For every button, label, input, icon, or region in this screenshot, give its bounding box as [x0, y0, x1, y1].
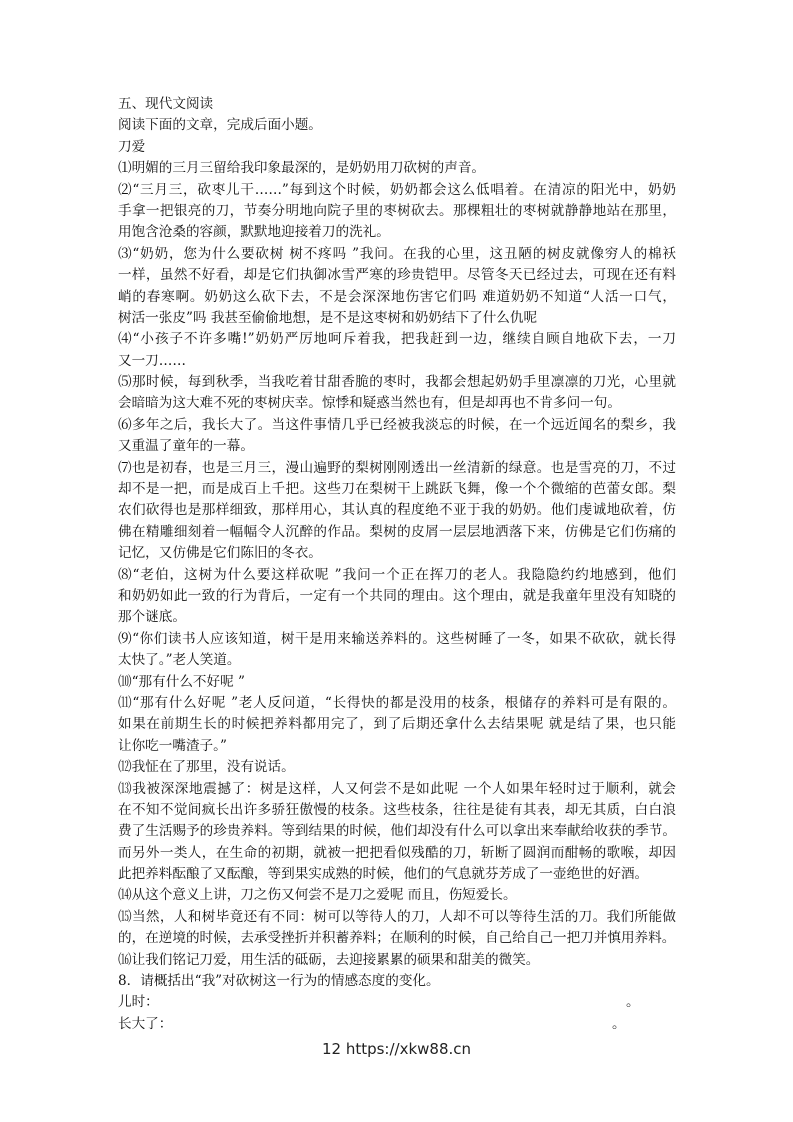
- answer-label: 儿时：: [118, 994, 159, 1011]
- paragraph: [118, 693, 676, 757]
- article-paragraphs: [118, 158, 676, 971]
- paragraph: [118, 372, 676, 415]
- paragraph-line: 又重温了童年的一幕。: [118, 438, 254, 455]
- paragraph-line: ⑿我怔在了那里，没有说话。: [118, 759, 295, 776]
- paragraph: [118, 180, 676, 244]
- paragraph-line: 用饱含沧桑的容颜，默默地迎接着刀的洗礼。: [118, 224, 390, 241]
- paragraph-line: 的，在逆境的时候，去承受挫折并积蓄养料；在顺利的时候，自己给自己一把刀并慎用养料。: [118, 930, 676, 947]
- paragraph-line: ⑻“老伯，这树为什么要这样砍呢 ”我问一个正在挥刀的老人。我隐隐约约地感到，他们: [118, 566, 676, 583]
- paragraph-line: 让你吃一嘴渣子。”: [118, 737, 227, 754]
- paragraph-line: ⑷“小孩子不许多嘴!”奶奶严厉地呵斥着我，把我赶到一边，继续自顾自地砍下去，一刀: [118, 331, 676, 348]
- question-prompt: 8．请概括出“我”对砍树这一行为的情感态度的变化。: [118, 973, 440, 990]
- paragraph: [118, 158, 676, 179]
- answer-label: 长大了：: [118, 1015, 173, 1032]
- paragraph: [118, 415, 676, 458]
- paragraph-line: ⑹多年之后，我长大了。当这件事情几乎已经被我淡忘的时候，在一个远近闻名的梨乡，我: [118, 416, 676, 433]
- paragraph: [118, 458, 676, 565]
- paragraph: [118, 329, 676, 372]
- answer-grown-up: [118, 1014, 676, 1035]
- paragraph: [118, 885, 676, 906]
- paragraph-line: 手拿一把银亮的刀，节奏分明地向院子里的枣树砍去。那棵粗壮的枣树就静静地站在那里，: [118, 202, 676, 219]
- paragraph: [118, 565, 676, 629]
- paragraph: [118, 672, 676, 693]
- section-title: 五、现代文阅读: [118, 96, 214, 112]
- paragraph: [118, 950, 676, 971]
- paragraph-line: 一样，虽然不好看，却是它们执御冰雪严寒的珍贵铠甲。尽管冬天已经过去，可现在还有料: [118, 267, 676, 284]
- paragraph-line: 在不知不觉间疯长出许多骄狂傲慢的枝条。这些枝条，往往是徒有其表，却无其质，白白浪: [118, 801, 676, 818]
- paragraph-line: ⒂当然，人和树毕竟还有不同：树可以等待人的刀，人却不可以等待生活的刀。我们所能做: [118, 908, 676, 925]
- paragraph-line: ⑵“三月三，砍枣儿干……”每到这个时候，奶奶都会这么低唱着。在清凉的阳光中，奶奶: [118, 181, 676, 198]
- paragraph-line: ⑺也是初春，也是三月三，漫山遍野的梨树刚刚透出一丝清新的绿意。也是雪亮的刀，不过: [118, 459, 676, 476]
- paragraph-line: ⑴明媚的三月三留给我印象最深的，是奶奶用刀砍树的声音。: [118, 160, 486, 177]
- paragraph: [118, 629, 676, 672]
- article-title: 刀爱: [118, 138, 146, 155]
- paragraph-line: 而另外一类人，在生命的初期，就被一把把看似残酷的刀，斩断了圆润而酣畅的歌喉，却因: [118, 844, 676, 861]
- paragraph-line: ⑾“那有什么好呢 ”老人反问道，“长得快的都是没用的枝条，根储存的养料可是有限的。: [118, 694, 676, 711]
- answer-end-mark: 。: [612, 1015, 626, 1032]
- paragraph-line: 峭的春寒啊。奶奶这么砍下去，不是会深深地伤害它们吗 难道奶奶不知道“人活一口气，: [118, 288, 676, 305]
- paragraph-line: 却不是一把，而是成百上千把。这些刀在梨树干上跳跃飞舞，像一个个微缩的芭蕾女郎。梨: [118, 481, 676, 498]
- answer-childhood: [118, 992, 676, 1013]
- paragraph: [118, 907, 676, 950]
- paragraph-line: 那个谜底。: [118, 609, 186, 626]
- paragraph-line: 此把养料酝酿了又酝酿，等到果实成熟的时候，他们的气息就芬芳成了一壶绝世的好酒。: [118, 866, 649, 883]
- paragraph-line: ⑸那时候，每到秋季，当我吃着甘甜香脆的枣时，我都会想起奶奶手里凛凛的刀光，心里就: [118, 374, 676, 391]
- paragraph: [118, 244, 676, 330]
- paragraph-line: 佛在精雕细刻着一幅幅令人沉醉的作品。梨树的皮屑一层层地洒落下来，仿佛是它们伤痛的: [118, 523, 676, 540]
- instruction: 阅读下面的文章，完成后面小题。: [118, 117, 322, 134]
- paragraph-line: 又一刀……: [118, 352, 186, 369]
- paragraph-line: ⒀我被深深地震撼了：树是这样，人又何尝不是如此呢 一个人如果年轻时过于顺利，就会: [118, 780, 676, 797]
- paragraph-line: ⒃让我们铭记刀爱，用生活的砥砺，去迎接累累的硕果和甜美的微笑。: [118, 951, 540, 968]
- paragraph-line: ⑶“奶奶，您为什么要砍树 树不疼吗 ”我问。在我的心里，这丑陋的树皮就像穷人的棉袄: [118, 245, 676, 262]
- paragraph-line: 如果在前期生长的时候把养料都用完了，到了后期还拿什么去结果呢 就是结了果，也只能: [118, 716, 676, 733]
- paragraph-line: ⒁从这个意义上讲，刀之伤又何尝不是刀之爱呢 而且，伤短爱长。: [118, 887, 517, 904]
- paragraph-line: 树活一张皮”吗 我甚至偷偷地想，是不是这枣树和奶奶结下了什么仇呢: [118, 309, 538, 326]
- paragraph-line: 记忆，又仿佛是它们陈旧的冬衣。: [118, 545, 322, 562]
- paragraph-line: 太快了。”老人笑道。: [118, 652, 241, 669]
- paragraph-line: ⑼“你们读书人应该知道，树干是用来输送养料的。这些树睡了一冬，如果不砍砍，就长得: [118, 630, 676, 647]
- paragraph-line: 会暗暗为这大难不死的枣树庆幸。惊悸和疑惑当然也有，但是却再也不肯多问一句。: [118, 395, 621, 412]
- document-body: [118, 94, 676, 1035]
- paragraph: [118, 757, 676, 778]
- page-footer: 12 https://xkw88.cn: [321, 1040, 472, 1058]
- paragraph-line: 费了生活赐予的珍贵养料。等到结果的时候，他们却没有什么可以拿出来奉献给收获的季节。: [118, 823, 676, 840]
- paragraph-line: ⑽“那有什么不好呢 ”: [118, 673, 245, 690]
- answer-end-mark: 。: [626, 994, 640, 1011]
- paragraph: [118, 779, 676, 886]
- paragraph-line: 农们砍得也是那样细致，那样用心，其认真的程度绝不亚于我的奶奶。他们虔诚地砍着，仿: [118, 502, 676, 519]
- paragraph-line: 和奶奶如此一致的行为背后，一定有一个共同的理由。这个理由，就是我童年里没有知晓的: [118, 587, 676, 604]
